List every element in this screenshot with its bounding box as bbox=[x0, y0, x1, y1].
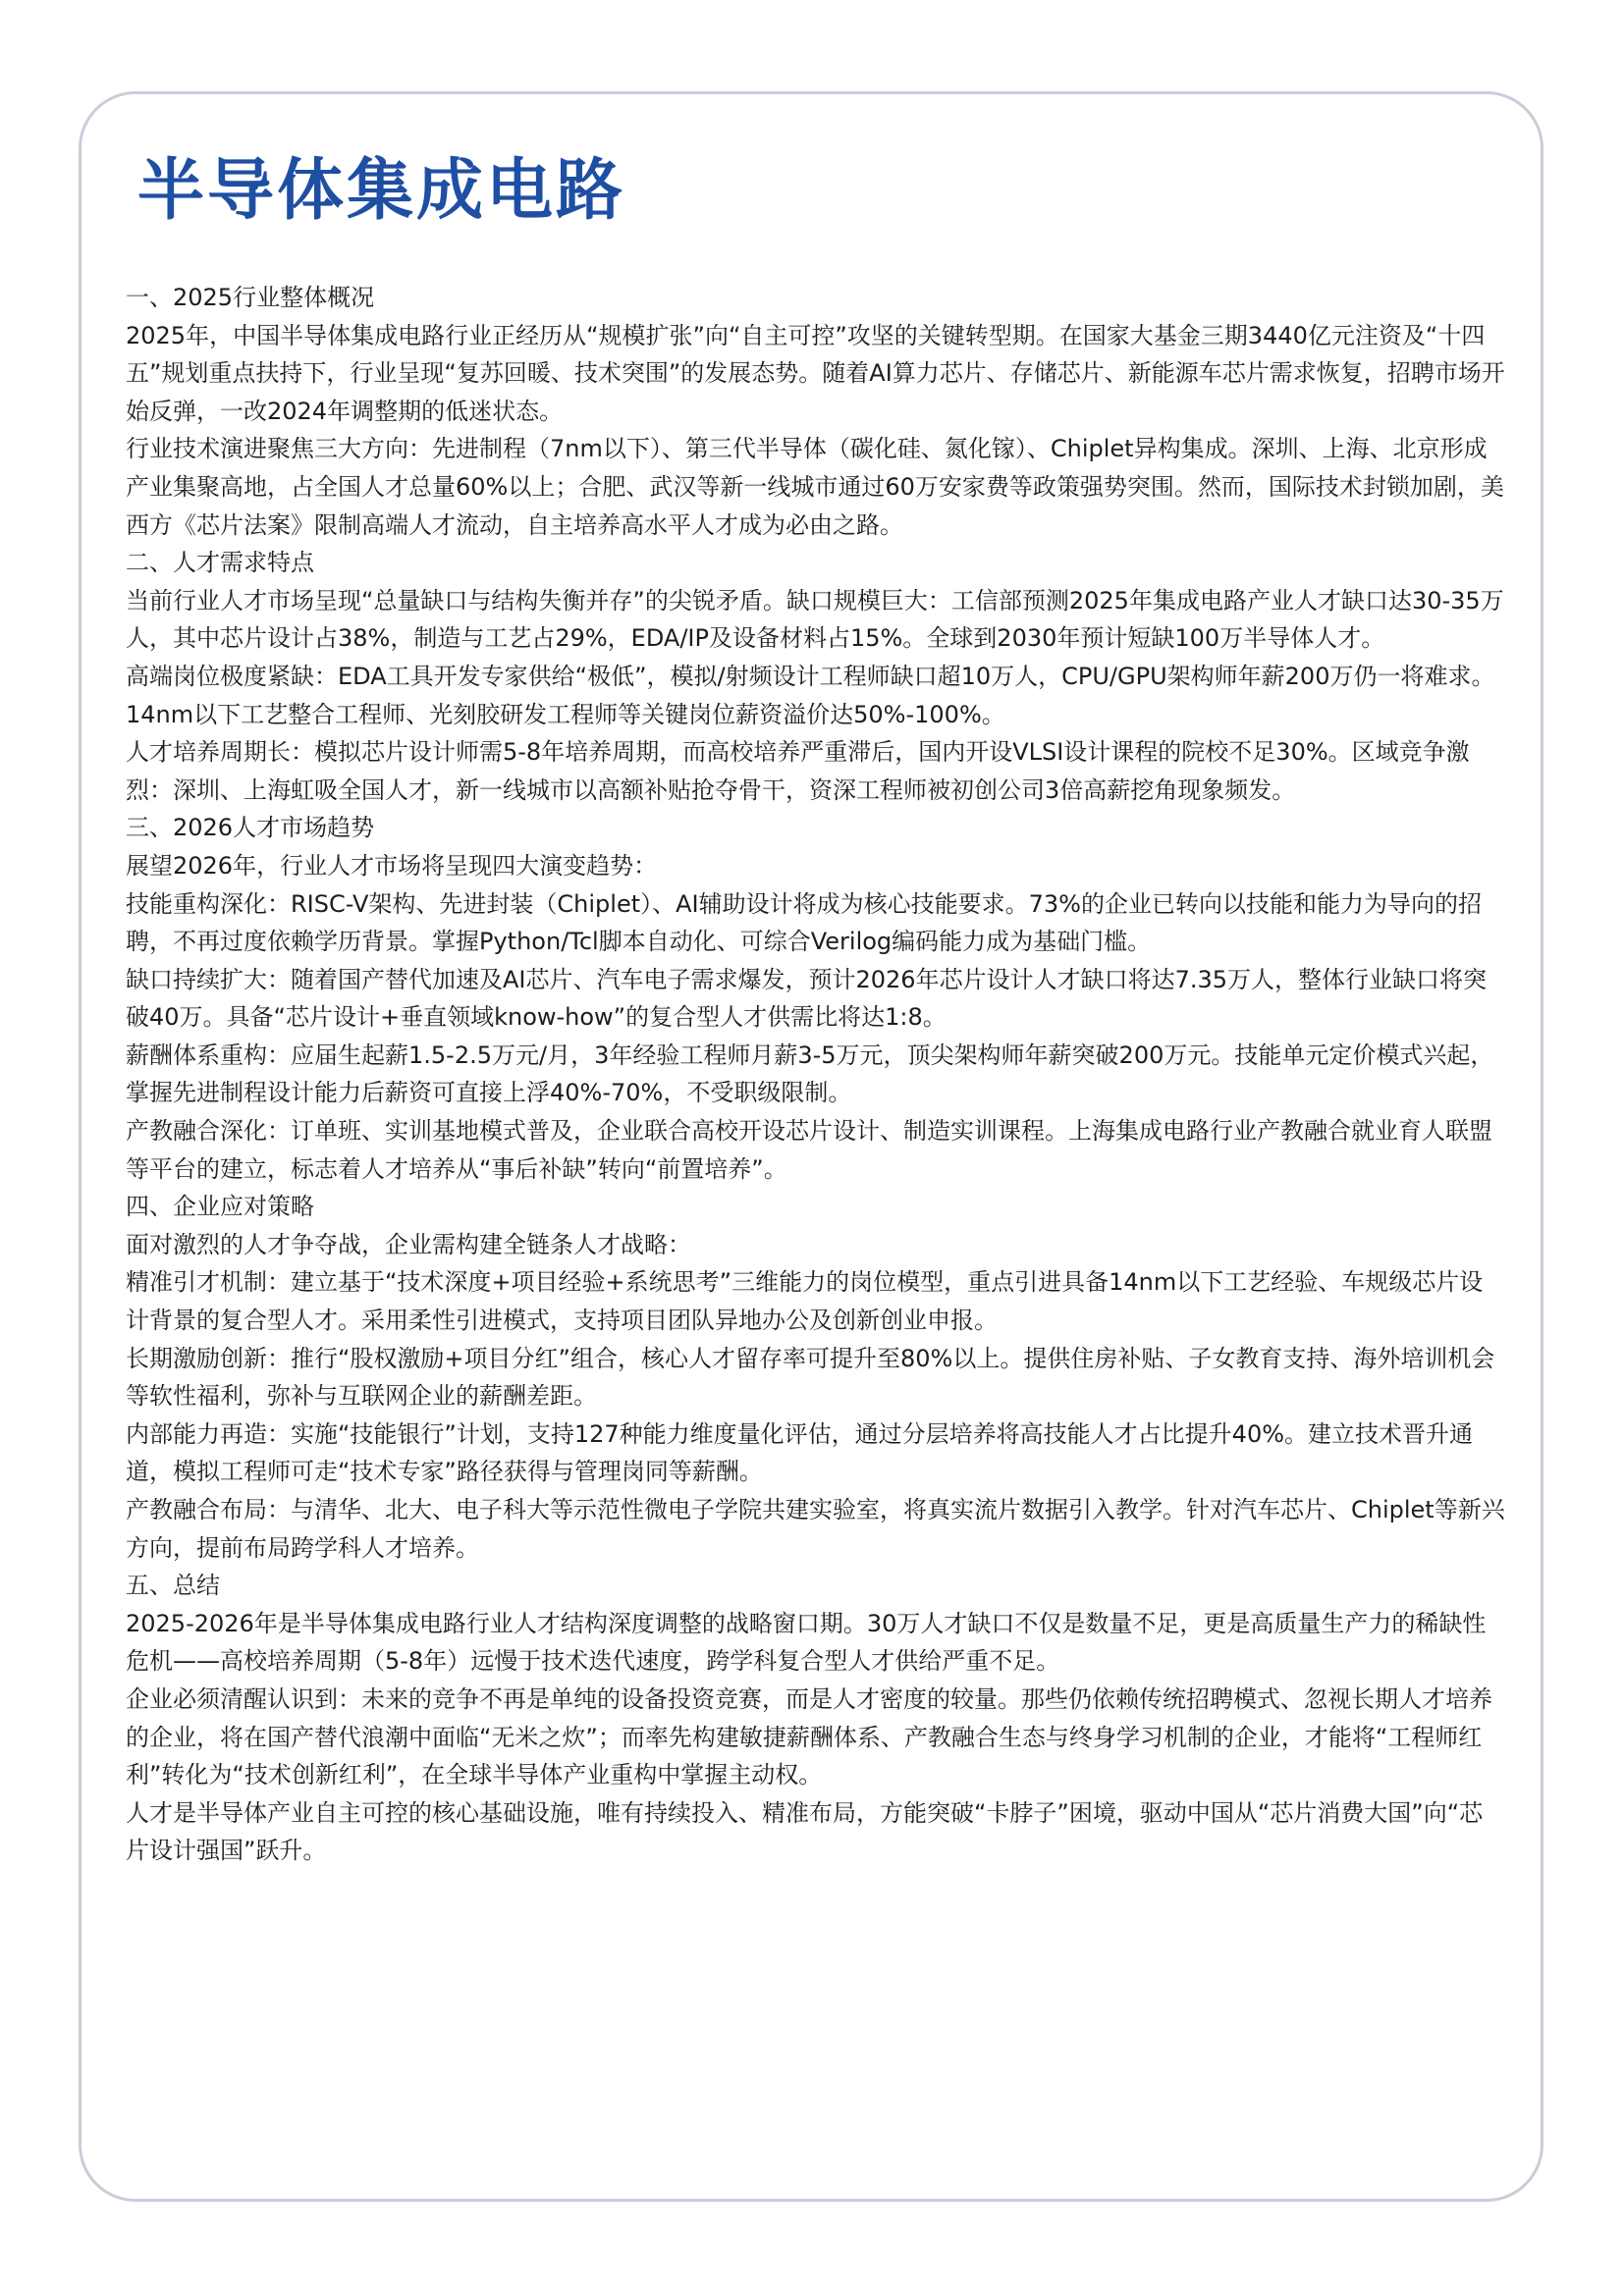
paragraph: 产教融合深化：订单班、实训基地模式普及，企业联合高校开设芯片设计、制造实训课程。上海集成电路行业产教融合就业育人联盟等平台的建立，标志着人才培养从“事后补缺”转向“前置培养”。 bbox=[126, 1117, 1492, 1183]
paragraph: 面对激烈的人才争夺战，企业需构建全链条人才战略： bbox=[126, 1230, 691, 1258]
paragraph: 长期激励创新：推行“股权激励+项目分红”组合，核心人才留存率可提升至80%以上。提供住房补贴、子女教育支持、海外培训机会等软性福利，弥补与互联网企业的薪酬差距。 bbox=[126, 1344, 1495, 1411]
paragraph: 人才是半导体产业自主可控的核心基础设施，唯有持续投入、精准布局，方能突破“卡脖子”困境，驱动中国从“芯片消费大国”向“芯片设计强国”跃升。 bbox=[126, 1798, 1484, 1865]
section-heading-talent-demand: 二、人才需求特点 bbox=[126, 549, 314, 577]
section-heading-strategies: 四、企业应对策略 bbox=[126, 1193, 314, 1221]
paragraph: 薪酬体系重构：应届生起薪1.5-2.5万元/月，3年经验工程师月薪3-5万元，顶尖架构师年薪突破200万元。技能单元定价模式兴起，掌握先进制程设计能力后薪资可直接上浮40%-70%，不受职级限制。 bbox=[126, 1041, 1494, 1107]
paragraph: 当前行业人才市场呈现“总量缺口与结构失衡并存”的尖锐矛盾。缺口规模巨大：工信部预测2025年集成电路产业人才缺口达30-35万人，其中芯片设计占38%，制造与工艺占29%，EDA/IP及设备材料占15%。全球到2030年预计短缺100万半导体人才。 bbox=[126, 586, 1504, 653]
paragraph: 2025年，中国半导体集成电路行业正经历从“规模扩张”向“自主可控”攻坚的关键转型期。在国家大基金三期3440亿元注资及“十四五”规划重点扶持下，行业呈现“复苏回暖、技术突围”的发展态势。随着AI算力芯片、存储芯片、新能源车芯片需求恢复，招聘市场开始反弹，一改2024年调整期的低迷状态。 bbox=[126, 321, 1505, 425]
paragraph: 人才培养周期长：模拟芯片设计师需5-8年培养周期，而高校培养严重滞后，国内开设VLSI设计课程的院校不足30%。区域竞争激烈：深圳、上海虹吸全国人才，新一线城市以高额补贴抢夺骨干，资深工程师被初创公司3倍高薪挖角现象频发。 bbox=[126, 738, 1470, 804]
section-heading-summary: 五、总结 bbox=[126, 1572, 220, 1600]
section-heading-overview: 一、2025行业整体概况 bbox=[126, 284, 375, 311]
paragraph: 产教融合布局：与清华、北大、电子科大等示范性微电子学院共建实验室，将真实流片数据引入教学。针对汽车芯片、Chiplet等新兴方向，提前布局跨学科人才培养。 bbox=[126, 1496, 1505, 1562]
paragraph: 技能重构深化：RISC-V架构、先进封装（Chiplet）、AI辅助设计将成为核心技能要求。73%的企业已转向以技能和能力为导向的招聘，不再过度依赖学历背景。掌握Python/Tcl脚本自动化、可综合Verilog编码能力成为基础门槛。 bbox=[126, 889, 1482, 956]
document-body bbox=[126, 279, 1505, 1870]
paragraph: 内部能力再造：实施“技能银行”计划，支持127种能力维度量化评估，通过分层培养将高技能人才占比提升40%。建立技术晋升通道，模拟工程师可走“技术专家”路径获得与管理岗同等薪酬。 bbox=[126, 1419, 1474, 1486]
section-heading-market-trends: 三、2026人才市场趋势 bbox=[126, 814, 375, 842]
page-title: 半导体集成电路 bbox=[137, 152, 626, 230]
paragraph: 精准引才机制：建立基于“技术深度+项目经验+系统思考”三维能力的岗位模型，重点引进具备14nm以下工艺经验、车规级芯片设计背景的复合型人才。采用柔性引进模式，支持项目团队异地办公及创新创业申报。 bbox=[126, 1268, 1484, 1335]
paragraph: 企业必须清醒认识到：未来的竞争不再是单纯的设备投资竞赛，而是人才密度的较量。那些仍依赖传统招聘模式、忽视长期人才培养的企业，将在国产替代浪潮中面临“无米之炊”；而率先构建敏捷薪酬体系、产教融合生态与终身学习机制的企业，才能将“工程师红利”转化为“技术创新红利”，在全球半导体产业重构中掌握主动权。 bbox=[126, 1684, 1492, 1789]
paragraph: 行业技术演进聚焦三大方向：先进制程（7nm以下）、第三代半导体（碳化硅、氮化镓）、Chiplet异构集成。深圳、上海、北京形成产业集聚高地，占全国人才总量60%以上；合肥、武汉等新一线城市通过60万安家费等政策强势突围。然而，国际技术封锁加剧，美西方《芯片法案》限制高端人才流动，自主培养高水平人才成为必由之路。 bbox=[126, 435, 1504, 539]
paragraph: 展望2026年，行业人才市场将呈现四大演变趋势： bbox=[126, 851, 658, 880]
paragraph: 2025-2026年是半导体集成电路行业人才结构深度调整的战略窗口期。30万人才缺口不仅是数量不足，更是高质量生产力的稀缺性危机——高校培养周期（5-8年）远慢于技术迭代速度，跨学科复合型人才供给严重不足。 bbox=[126, 1609, 1487, 1676]
paragraph: 缺口持续扩大：随着国产替代加速及AI芯片、汽车电子需求爆发，预计2026年芯片设计人才缺口将达7.35万人，整体行业缺口将突破40万。具备“芯片设计+垂直领域know-how”的复合型人才供需比将达1:8。 bbox=[126, 965, 1488, 1032]
paragraph: 高端岗位极度紧缺：EDA工具开发专家供给“极低”，模拟/射频设计工程师缺口超10万人，CPU/GPU架构师年薪200万仍一将难求。14nm以下工艺整合工程师、光刻胶研发工程师等关键岗位薪资溢价达50%-100%。 bbox=[126, 662, 1495, 728]
